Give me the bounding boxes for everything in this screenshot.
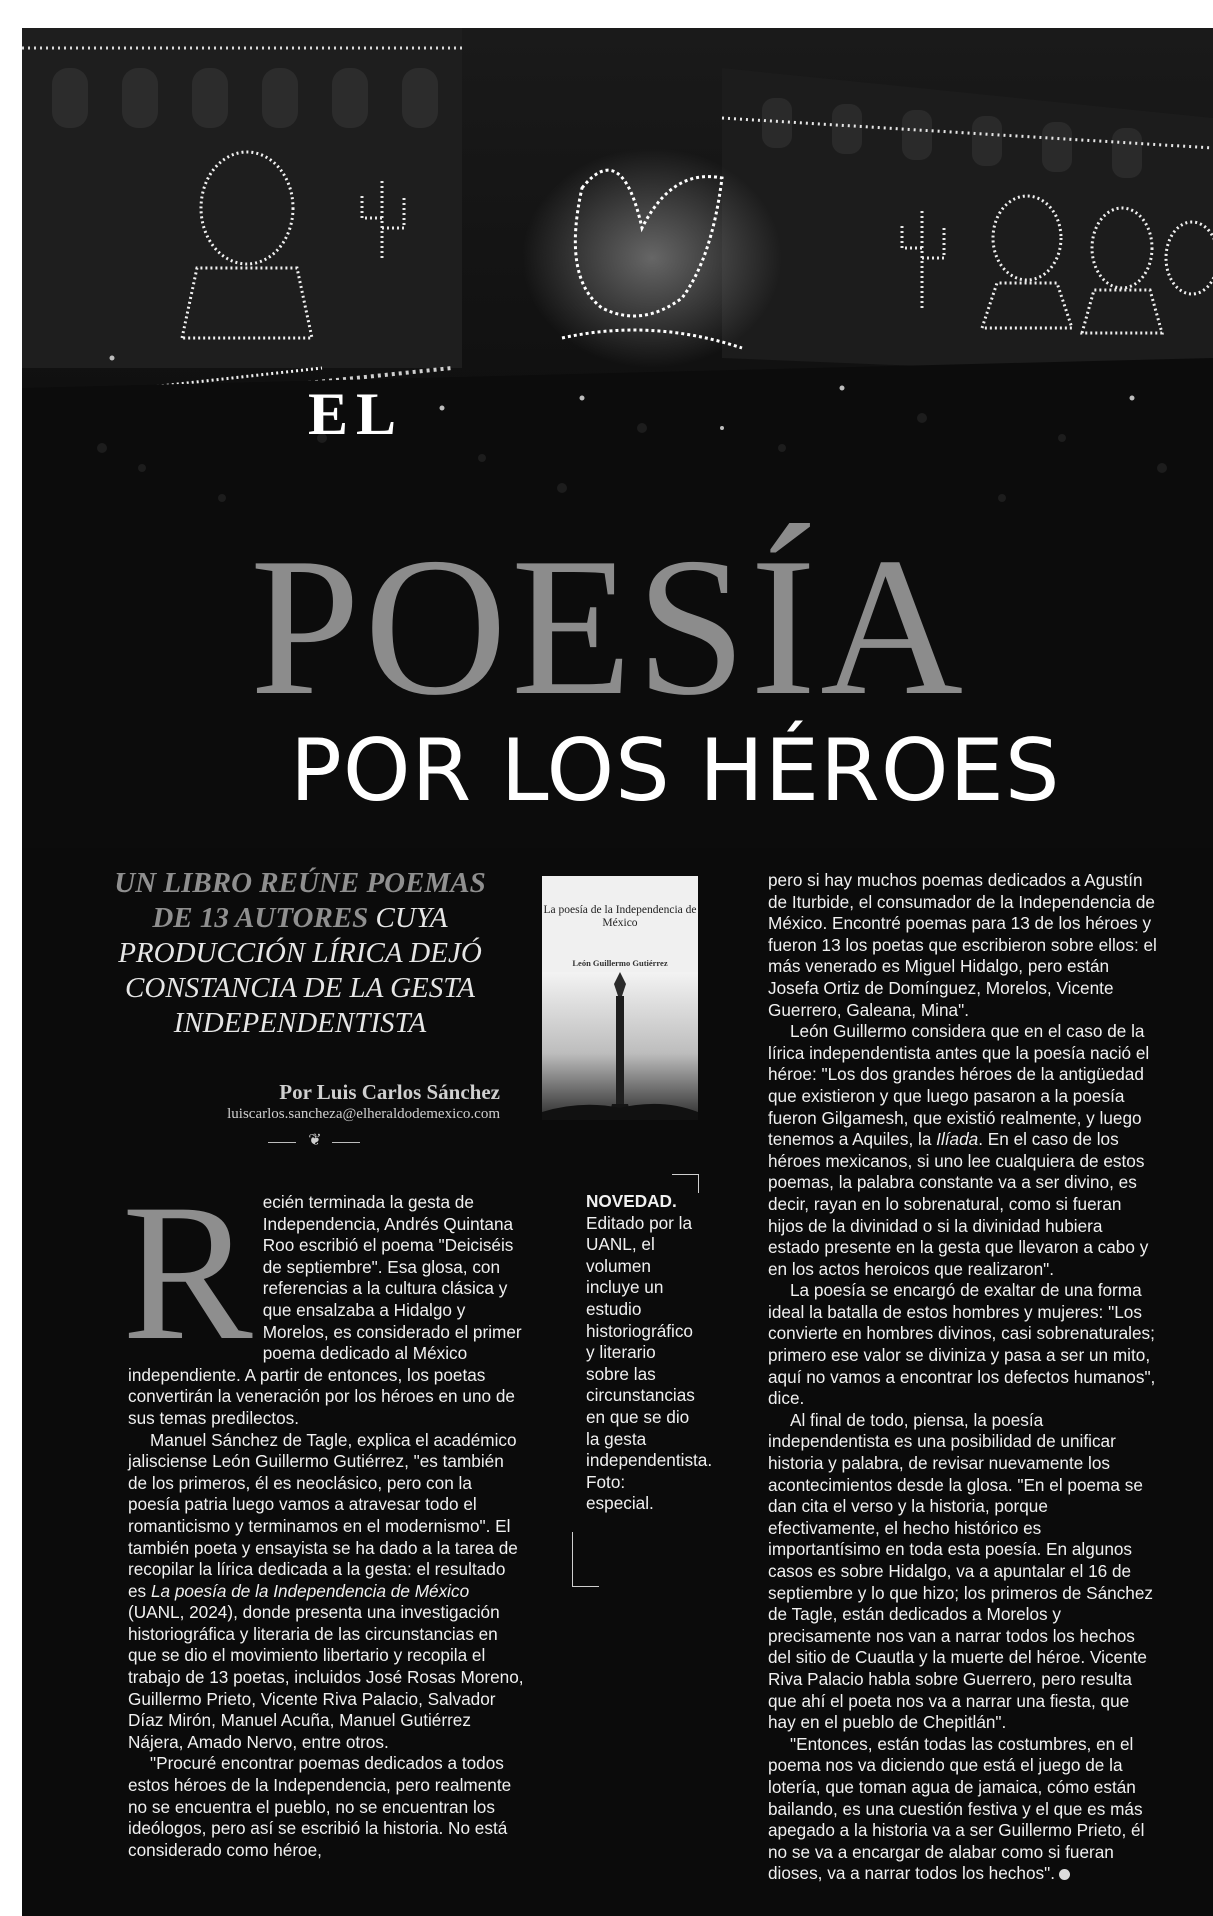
photo-caption <box>586 1191 713 1515</box>
paragraph <box>768 1021 1158 1280</box>
paragraph <box>768 1410 1158 1734</box>
byline-ornament <box>268 1130 360 1152</box>
paragraph <box>128 1753 524 1861</box>
paragraph-text: "Entonces, están todas las costumbres, en el poema nos va diciendo que está el juego de la lotería, que toman agua de jamaica, cómo están bailando, es una cuestión festiva y el que es más apegado a la historia va a ser Guillermo Prieto, él no se va a encargar de alabar como si fueran dioses, va a narrar todos los hechos". <box>768 1733 1145 1884</box>
paragraph-text: "Procuré encontrar poemas dedicados a todos estos héroes de la Independencia, pero realmente no se encuentra el pueblo, no se encuentran los ideólogos, pero así se escribió la historia. No está considerado como héroe, <box>128 1753 512 1860</box>
caption-text: Editado por la UANL, el volumen incluye un estudio historiográfico y literario sobre las circunstancias en que se dio la gesta independentista. Foto: especial. <box>586 1212 713 1514</box>
body-column-right <box>768 870 1158 1885</box>
paragraph-text: Manuel Sánchez de Tagle, explica el académico jalisciense León Guillermo Gutiérrez, "es también de los primeros, él es neoclásico, pero con la poesía patria luego vamos a atravesar todo el romanticismo y terminamos en el modernismo". El también poeta y ensayista se ha dado a la tarea de recopilar la lírica dedicada a la gesta: el resultado es <box>128 1429 518 1601</box>
paragraph <box>122 1164 524 1430</box>
end-mark-icon <box>1059 1869 1070 1880</box>
body-column-left <box>122 1164 524 1861</box>
deck-highlight: UN LIBRO REÚNE POEMAS DE 13 AUTORES <box>114 867 486 934</box>
paragraph-text: ecién terminada la gesta de Independencia, Andrés Quintana Roo escribió el poema "Deiciséis de septiembre". Esa glosa, con referencias a la cultura clásica y que ensalzaba a Hidalgo y Morelos, es considerado el primer poema dedicado al México independiente. A partir de entonces, los poetas convertirán la veneración por los héroes en uno de sus temas predilectos. <box>128 1192 522 1428</box>
caption-label: NOVEDAD. <box>586 1191 677 1211</box>
title-kicker: EL <box>308 381 405 447</box>
paragraph-text: León Guillermo considera que en el caso de la lírica independentista antes que la poesía nació el héroe: "Los dos grandes héroes de la antigüedad que existieron y que luego pasaron a la poesía fueron Gilgamesh, que existió realmente, y luego tenemos a Aquiles, la <box>768 1021 1150 1150</box>
paragraph <box>768 1280 1158 1410</box>
subheadline: POR LOS HÉROES <box>290 721 1061 821</box>
fleuron-icon: ❦ <box>308 1130 322 1149</box>
paragraph <box>128 1430 524 1754</box>
byline-author: Por Luis Carlos Sánchez <box>279 1080 500 1104</box>
paragraph-text: (UANL, 2024), donde presenta una investigación historiográfica y literaria de las circunstancias en que se dio el movimiento libertario y recopila el trabajo de 13 poetas, incluidos José Rosas Moreno, Guillermo Prieto, Vicente Riva Palacio, Salvador Díaz Mirón, Manuel Acuña, Manuel Gutiérrez Nájera, Amado Nervo, entre otros. <box>128 1602 524 1752</box>
article-page <box>22 28 1213 1916</box>
paragraph-text: La poesía se encargó de exaltar de una forma ideal la batalla de estos hombres y mujeres: "Los convierte en hombres divinos, casi sobrenaturales; primero ese valor se diviniza y pasa a ser un mito, aquí no vamos a encontrar los defectos humanos", dice. <box>768 1280 1156 1409</box>
paragraph-text: Al final de todo, piensa, la poesía independentista es una posibilidad de unificar historia y palabra, de revisar nuevamente los acontecimientos desde la glosa. "En el poema se dan cita el verso y la historia, porque efectivamente, el hecho histórico es importantísimo en toda esta poesía. En algunos casos es sobre Hidalgo, va a apuntalar el 16 de septiembre y lo que hizo; los primeros de Sánchez de Tagle, están dedicados a Morelos y precisamente nos van a narrar todos los hechos del sitio de Cuautla y la muerte del héroe. Vicente Riva Palacio habla sobre Guerrero, pero resulta que ahí el poeta nos va a narrar una fiesta, que hay en el pueblo de Chepitlán". <box>768 1409 1154 1733</box>
iliad-inline: Ilíada <box>936 1129 979 1150</box>
caption-bracket-bottom <box>572 1532 599 1587</box>
drop-cap: R <box>122 1164 253 1381</box>
book-author: León Guillermo Gutiérrez <box>572 958 668 968</box>
paragraph-text: . En el caso de los héroes mexicanos, si uno lee cualquiera de estos poemas, la palabra constante va a ser divino, es decir, rayan en lo sobrenatural, como si fueran hijos de la divinidad o si la divinidad hubiera estado presente en la gesta que llevaron a cabo y en los actos heroicos que realizaron". <box>768 1129 1149 1279</box>
byline-email: luiscarlos.sancheza@elheraldodemexico.com <box>227 1106 500 1122</box>
deck <box>100 866 500 1041</box>
book-title-inline: La poesía de la Independencia de México <box>150 1580 470 1601</box>
book-cover <box>542 876 698 1120</box>
book-title: La poesía de la Independencia de México <box>543 904 697 929</box>
paragraph <box>768 1734 1158 1885</box>
headline: POESÍA <box>250 517 968 736</box>
deck-rest: CUYA PRODUCCIÓN LÍRICA DEJÓ CONSTANCIA DE LA GESTA INDEPENDENTISTA <box>118 902 482 1039</box>
paragraph-text: pero si hay muchos poemas dedicados a Agustín de Iturbide, el consumador de la Independencia de México. Encontré poemas para 13 de los héroes y fueron 13 los poetas que escribieron sobre ellos: el más venerado es Miguel Hidalgo, pero están Josefa Ortiz de Domínguez, Morelos, Vicente Guerrero, Galeana, Mina". <box>768 870 1157 1020</box>
paragraph <box>768 870 1158 1021</box>
